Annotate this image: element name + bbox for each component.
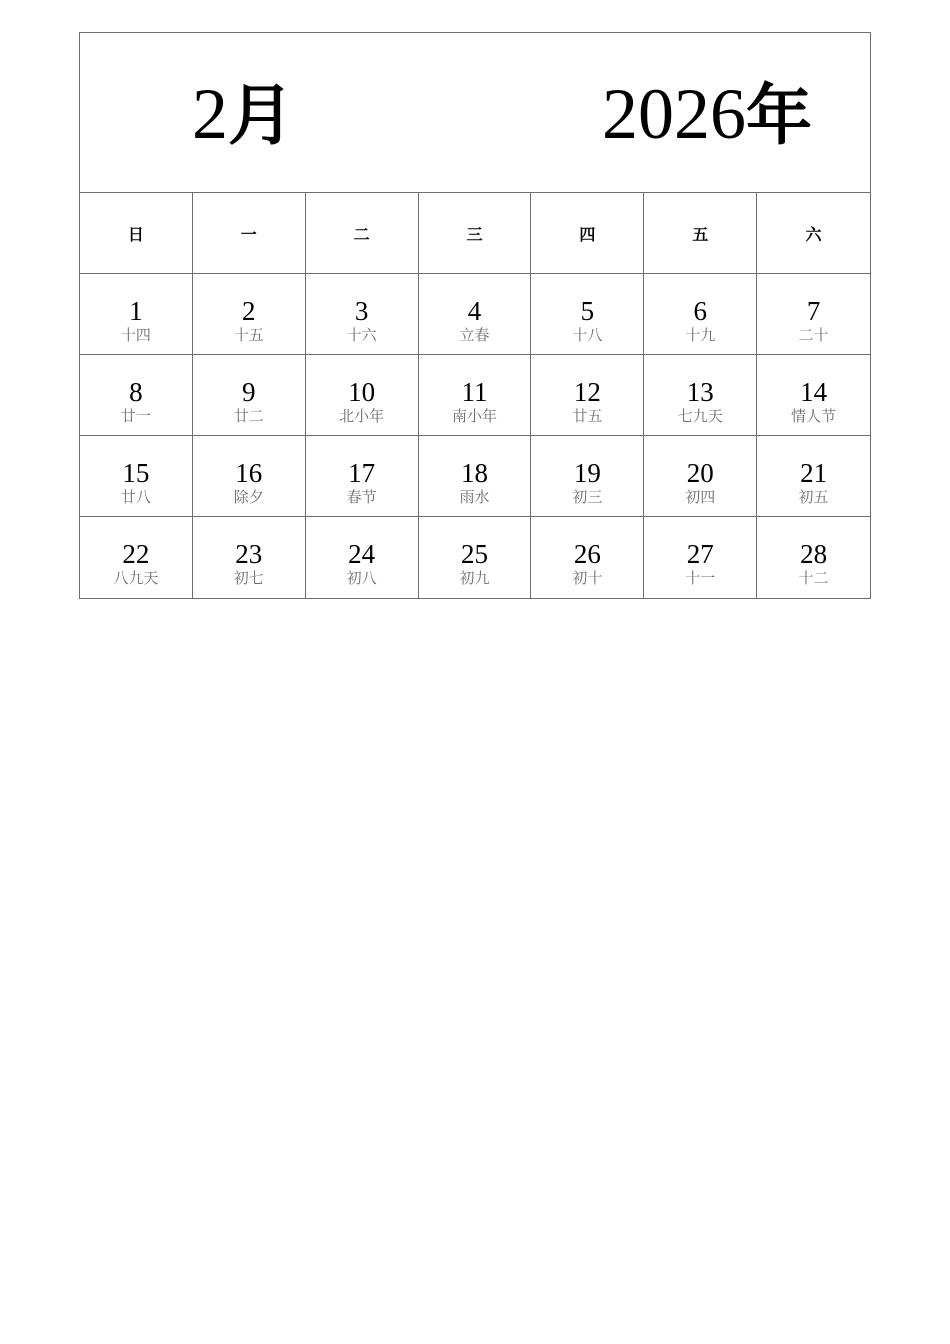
day-lunar-label: 初四 [685, 488, 716, 506]
day-cell [531, 355, 644, 436]
day-number: 21 [800, 458, 828, 488]
year-suffix: 年 [746, 77, 812, 154]
day-lunar-label: 情人节 [791, 407, 837, 425]
day-cell [193, 355, 306, 436]
weekday-header-row [80, 193, 870, 274]
day-number: 23 [235, 539, 263, 569]
day-cell [757, 355, 870, 436]
day-lunar-label: 十六 [346, 326, 377, 344]
day-number: 8 [129, 377, 143, 407]
day-number: 5 [580, 296, 595, 326]
day-lunar-label: 十五 [233, 326, 264, 344]
day-number: 6 [693, 296, 707, 326]
day-number: 25 [460, 539, 488, 569]
day-cell [757, 274, 870, 355]
day-cell [419, 274, 532, 355]
day-cell [644, 436, 757, 517]
weekday-mon: 一 [193, 193, 306, 274]
day-number: 9 [242, 377, 256, 407]
day-number: 11 [461, 377, 488, 407]
day-number: 1 [129, 296, 143, 326]
day-number: 17 [348, 458, 376, 488]
day-lunar-label: 十一 [685, 569, 716, 587]
day-number: 22 [122, 539, 150, 569]
day-cell [419, 517, 532, 598]
day-cell [80, 517, 193, 598]
day-cell [80, 436, 193, 517]
day-number: 24 [348, 539, 376, 569]
day-number: 26 [573, 539, 601, 569]
day-cell [80, 355, 193, 436]
day-cell [193, 436, 306, 517]
day-lunar-label: 廿八 [120, 488, 151, 506]
day-cell [644, 517, 757, 598]
month-number: 2 [192, 74, 228, 154]
day-number: 3 [354, 296, 369, 326]
day-number: 13 [686, 377, 714, 407]
weekday-sat: 六 [757, 193, 870, 274]
day-number: 16 [235, 458, 263, 488]
day-lunar-label: 八九天 [113, 569, 159, 587]
day-number: 10 [348, 377, 376, 407]
day-number: 20 [686, 458, 714, 488]
day-lunar-label: 廿一 [120, 407, 151, 425]
day-cell [193, 517, 306, 598]
day-lunar-label: 春节 [346, 488, 377, 506]
day-cell [531, 436, 644, 517]
day-lunar-label: 初三 [572, 488, 603, 506]
day-cell [757, 517, 870, 598]
weekday-tue: 二 [306, 193, 419, 274]
day-number: 14 [800, 377, 828, 407]
day-number: 28 [800, 539, 828, 569]
weekday-fri: 五 [644, 193, 757, 274]
calendar [79, 32, 871, 599]
month-title [192, 73, 294, 156]
day-lunar-label: 立春 [459, 326, 490, 344]
day-number: 15 [122, 458, 150, 488]
day-lunar-label: 南小年 [451, 407, 497, 425]
day-lunar-label: 二十 [798, 326, 829, 344]
day-number: 18 [460, 458, 488, 488]
day-lunar-label: 除夕 [233, 488, 264, 506]
day-lunar-label: 雨水 [459, 488, 490, 506]
day-cell [306, 517, 419, 598]
year-title [602, 73, 812, 156]
year-number: 2026 [602, 74, 746, 154]
day-number: 27 [686, 539, 714, 569]
day-lunar-label: 十四 [120, 326, 151, 344]
day-lunar-label: 北小年 [339, 407, 385, 425]
month-suffix: 月 [228, 77, 294, 154]
day-lunar-label: 初七 [233, 569, 264, 587]
day-cell [757, 436, 870, 517]
day-cell [306, 355, 419, 436]
day-lunar-label: 十九 [685, 326, 716, 344]
day-cell [531, 517, 644, 598]
day-lunar-label: 初十 [572, 569, 603, 587]
day-lunar-label: 十八 [572, 326, 603, 344]
day-number: 19 [573, 458, 601, 488]
days-grid [80, 274, 870, 598]
day-lunar-label: 初五 [798, 488, 829, 506]
day-number: 2 [242, 296, 256, 326]
day-cell [306, 274, 419, 355]
day-cell [80, 274, 193, 355]
day-cell [193, 274, 306, 355]
day-lunar-label: 初九 [459, 569, 490, 587]
day-lunar-label: 十二 [798, 569, 829, 587]
day-number: 4 [467, 296, 482, 326]
weekday-wed: 三 [419, 193, 532, 274]
day-cell [531, 274, 644, 355]
day-number: 7 [806, 296, 821, 326]
day-cell [419, 436, 532, 517]
weekday-thu: 四 [531, 193, 644, 274]
day-cell [644, 274, 757, 355]
day-lunar-label: 廿五 [572, 407, 603, 425]
day-cell [306, 436, 419, 517]
calendar-header [80, 33, 870, 193]
weekday-sun: 日 [80, 193, 193, 274]
day-cell [644, 355, 757, 436]
day-cell [419, 355, 532, 436]
day-number: 12 [573, 377, 601, 407]
day-lunar-label: 七九天 [677, 407, 723, 425]
day-lunar-label: 廿二 [233, 407, 264, 425]
day-lunar-label: 初八 [346, 569, 377, 587]
